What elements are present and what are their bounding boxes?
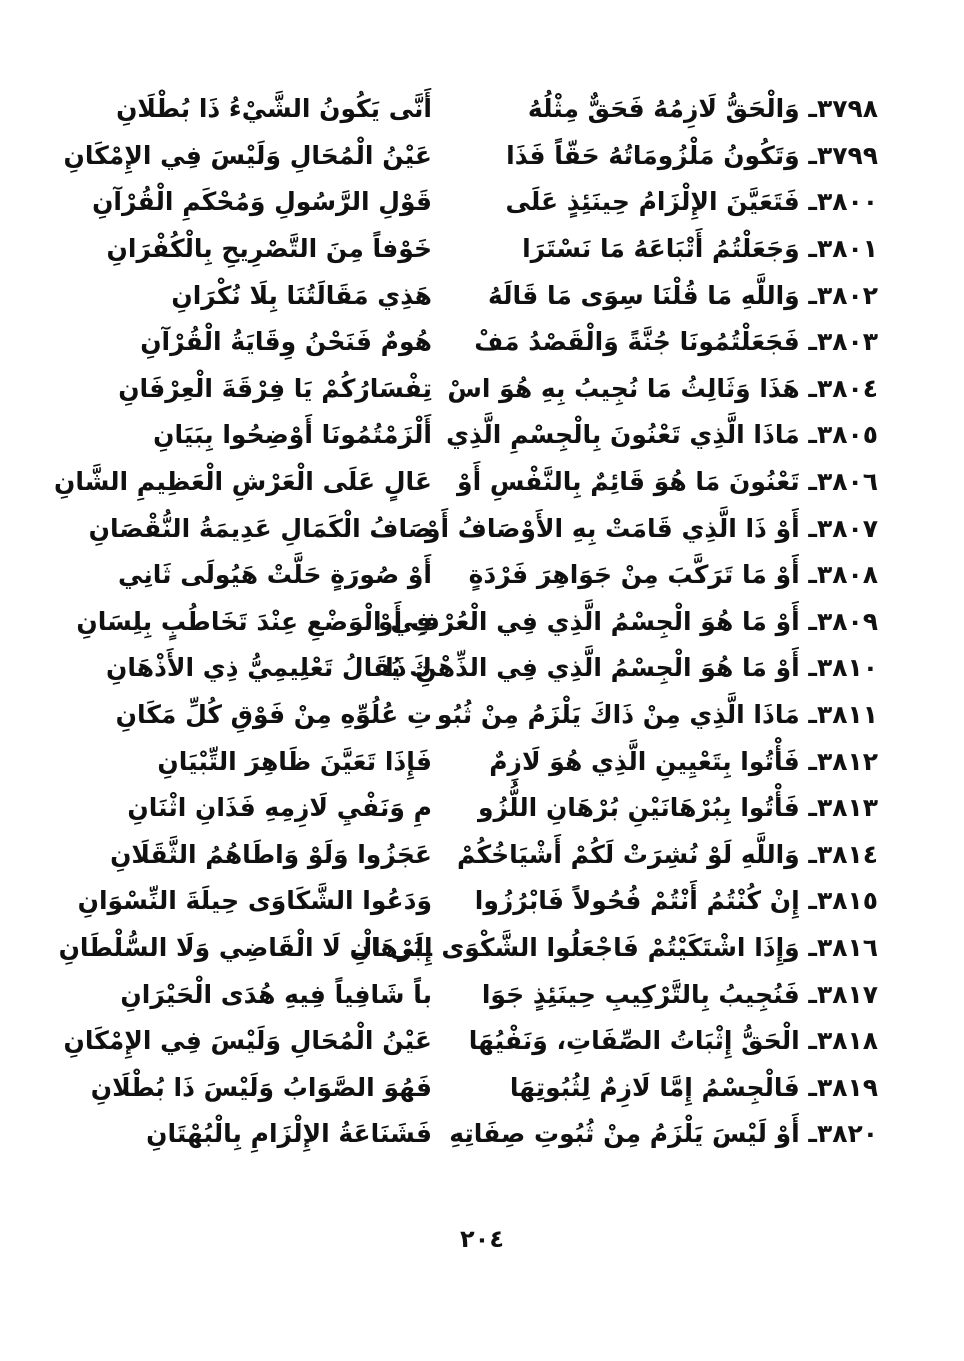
verse-second-hemistich: باً شَافِياً فِيهِ هُدَى الْحَيْرَانِ [120,979,432,1009]
verse-line [58,925,878,972]
verse-first-hemistich: ٣٨١٥ـ إِنْ كُنْتُمُ أَنْتُمْ فُحُولاً فَابْرُزُوا [474,886,878,916]
verse-first-hemistich: ٣٨٠٦ـ تَعْنُونَ مَا هُوَ قَائِمٌ بِالنَّفْسِ أَوْ [457,467,878,497]
verse-second-hemistich: كَ يُقَالُ تَعْلِيمِيُّ ذِي الأَذْهَانِ [106,653,432,683]
verse-second-hemistich: فِي الْوَضْعِ عِنْدَ تَخَاطُبٍ بِلِسَانِ [76,606,432,636]
verse-line [63,133,878,180]
verse-first-hemistich: ٣٨٠٠ـ فَتَعَيَّنَ الإِلْزَامُ حِينَئِذٍ عَلَى [505,187,878,217]
verse-line [63,1018,878,1065]
verse-line [78,552,878,599]
verse-first-hemistich: ٣٨١٨ـ الْحَقُّ إِثْبَاتُ الصِّفَاتِ، وَنَفْيُهَا [468,1026,878,1056]
verse-second-hemistich: أَلْزَمْتُمُونَا أَوْضِحُوا بِبَيَانِ [153,420,432,450]
verse-first-hemistich: ٣٨٠٣ـ فَجَعَلْتُمُونَا جُنَّةً وَالْقَصْدُ مَفْ [474,327,878,357]
verse-line [78,319,878,366]
verse-line [78,832,878,879]
verse-second-hemistich: عَجَزُوا وَلَوْ وَاطَاهُمُ الثَّقَلَانِ [110,839,432,869]
verse-first-hemistich: ٣٨٠٩ـ أَوْ مَا هُوَ الْجِسْمُ الَّذِي فِي الْعُرْفِ أَوْ [378,606,878,636]
verse-first-hemistich: ٣٨٠١ـ وَجَعَلْتُمُ أَتْبَاعَهُ مَا نَسْتَرَا [522,234,878,264]
poem-verses [53,86,878,1158]
verse-line [78,599,878,646]
verse-line [78,692,878,739]
verse-second-hemistich: عَيْنُ الْمُحَالِ وَلَيْسَ فِي الإِمْكَانِ [63,140,432,170]
verse-second-hemistich: عَالٍ عَلَى الْعَرْشِ الْعَظِيمِ الشَّانِ [53,467,432,497]
verse-line [53,459,878,506]
verse-first-hemistich: ٣٨١١ـ مَاذَا الَّذِي مِنْ ذَاكَ يَلْزَمُ مِنْ ثُبُو [436,700,878,730]
verse-line [78,86,878,133]
verse-second-hemistich: وَدَعُوا الشَّكَاوَى حِيلَةَ النِّسْوَانِ [77,886,432,916]
verse-first-hemistich: ٣٨١٦ـ وَإِذَا اشْتَكَيْتُمْ فَاجْعَلُوا الشَّكْوَى إِلَى الْـ [354,932,878,962]
verse-second-hemistich: تِ عُلُوِّهِ مِنْ فَوْقِ كُلِّ مَكَانِ [115,700,432,730]
verse-first-hemistich: ٣٧٩٨ـ وَالْحَقُّ لَازِمُهُ فَحَقٌّ مِثْلُهُ [527,94,878,124]
verse-line [78,971,878,1018]
verse-line [78,1111,878,1158]
verse-line [78,645,878,692]
verse-first-hemistich: ٣٨٢٠ـ أَوْ لَيْسَ يَلْزَمُ مِنْ ثُبُوتِ صِفَاتِهِ [449,1119,878,1149]
verse-line [78,226,878,273]
verse-first-hemistich: ٣٨١٢ـ فَأْتُوا بِتَعْيِينِ الَّذِي هُوَ لَازِمٌ [489,746,878,776]
verse-line [78,272,878,319]
verse-second-hemistich: تِفْسَارُكُمْ يَا فِرْقَةَ الْعِرْفَانِ [118,373,432,403]
verse-second-hemistich: صَافُ الْكَمَالِ عَدِيمَةُ النُّقْصَانِ [88,513,432,543]
page-number: ٢٠٤ [460,1225,504,1253]
verse-second-hemistich: هَذِي مَقَالَتُنَا بِلَا نُكْرَانِ [171,280,432,310]
verse-second-hemistich: أَنَّى يَكُونُ الشَّيْءُ ذَا بُطْلَانِ [116,94,432,124]
verse-line [78,1064,878,1111]
verse-line [78,505,878,552]
verse-first-hemistich: ٣٨٠٧ـ أَوْ ذَا الَّذِي قَامَتْ بِهِ الأَوْصَافُ أَوْ [424,513,878,543]
verse-first-hemistich: ٣٨١٧ـ فَنُجِيبُ بِالتَّرْكِيبِ حِينَئِذٍ جَوَا [481,979,878,1009]
verse-line [78,785,878,832]
verse-first-hemistich: ٣٧٩٩ـ وَتَكُونُ مَلْزُومَاتُهُ حَقّاً فَذَا [506,140,878,170]
verse-line [78,366,878,413]
verse-first-hemistich: ٣٨٠٨ـ أَوْ مَا تَرَكَّبَ مِنْ جَوَاهِرَ فَرْدَةٍ [468,560,878,590]
verse-second-hemistich: خَوْفاً مِنَ التَّصْرِيحِ بِالْكُفْرَانِ [106,234,432,264]
verse-second-hemistich: قَوْلِ الرَّسُولِ وَمُحْكَمِ الْقُرْآنِ [92,187,432,217]
verse-second-hemistich: فَشَنَاعَةُ الإِلْزَامِ بِالْبُهْتَانِ [146,1119,432,1149]
verse-second-hemistich: عَيْنُ الْمُحَالِ وَلَيْسَ فِي الإِمْكَانِ [63,1026,432,1056]
verse-second-hemistich: أَوْ صُورَةٍ حَلَّتْ هَيُولَى ثَانِي [118,560,432,590]
verse-second-hemistich: هُومٌ فَنَحْنُ وِقَايَةُ الْقُرْآنِ [140,327,432,357]
verse-first-hemistich: ٣٨١٩ـ فَالْجِسْمُ إِمَّا لَازِمٌ لِثُبُوتِهَا [509,1072,878,1102]
verse-line [78,179,878,226]
verse-first-hemistich: ٣٨١٤ـ وَاللَّهِ لَوْ نُشِرَتْ لَكُمْ أَشْيَاخُكُمْ [457,839,878,869]
verse-second-hemistich: فَإِذَا تَعَيَّنَ ظَاهِرَ التِّبْيَانِ [157,746,432,776]
verse-line [78,412,878,459]
verse-second-hemistich: ـبُرْهَانِ لَا الْقَاضِي وَلَا السُّلْطَانِ [58,932,432,962]
verse-first-hemistich: ٣٨٠٥ـ مَاذَا الَّذِي تَعْنُونَ بِالْجِسْمِ الَّذِي [446,420,878,450]
verse-first-hemistich: ٣٨٠٢ـ وَاللَّهِ مَا قُلْنَا سِوَى مَا قَالَهُ [487,280,878,310]
verse-first-hemistich: ٣٨١٣ـ فَأْتُوا بِبُرْهَانَيْنِ بُرْهَانِ اللُّزُو [478,793,878,823]
verse-first-hemistich: ٣٨١٠ـ أَوْ مَا هُوَ الْجِسْمُ الَّذِي فِي الذِّهْنِ ذَا [385,653,878,683]
verse-first-hemistich: ٣٨٠٤ـ هَذَا وَثَالِثُ مَا نُجِيبُ بِهِ هُوَ اسْ [447,373,878,403]
verse-second-hemistich: فَهُوَ الصَّوَابُ وَلَيْسَ ذَا بُطْلَانِ [90,1072,432,1102]
verse-line [78,878,878,925]
verse-line [78,738,878,785]
verse-second-hemistich: مِ وَنَفْيِ لَازِمِهِ فَذَانِ اثْنَانِ [127,793,432,823]
